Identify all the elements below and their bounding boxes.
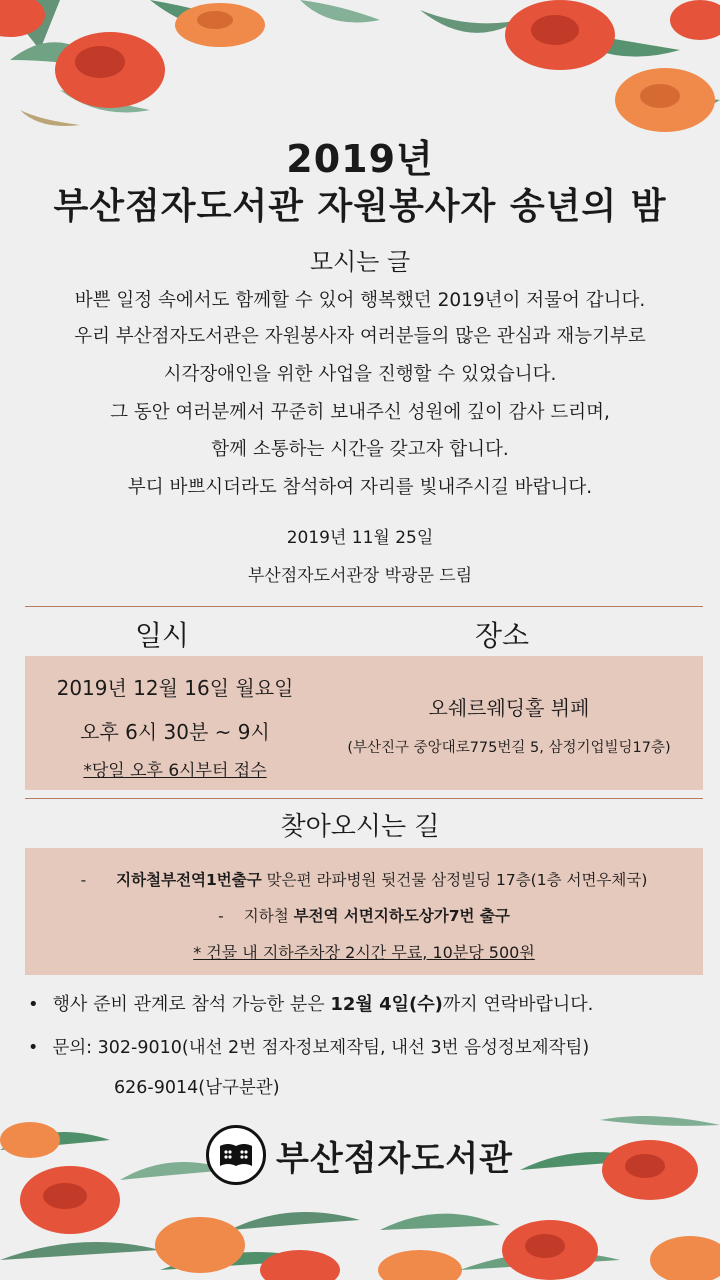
invitation-date: 2019년 11월 25일 bbox=[286, 528, 434, 548]
invitation-heading: 모시는 글 bbox=[309, 248, 411, 276]
invitation-line-1: 바쁜 일정 속에서도 함께할 수 있어 행복했던 2019년이 저물어 갑니다. bbox=[74, 290, 646, 311]
directions-box bbox=[25, 848, 703, 975]
route-description: 맞은편 라파병원 뒷건물 삼정빌딩 17층(1층 서면우체국) bbox=[261, 871, 648, 889]
invitation-line-4: 그 동안 여러분께서 꾸준히 보내주신 성원에 깊이 감사 드리며, bbox=[110, 402, 610, 423]
rsvp-notice bbox=[28, 990, 593, 1016]
flower-shape bbox=[55, 32, 165, 108]
route-prefix: 지하철 bbox=[243, 907, 294, 925]
contact-branch-phone: 626-9014(남구분관) bbox=[114, 1078, 280, 1098]
route-station-exit: 지하철부전역1번출구 bbox=[116, 871, 262, 889]
leaf-shape bbox=[0, 0, 60, 50]
divider bbox=[25, 606, 703, 607]
rsvp-suffix: 까지 연락바랍니다. bbox=[442, 994, 594, 1015]
schedule-venue-box bbox=[25, 656, 703, 790]
floral-border-top bbox=[0, 0, 720, 140]
route-dash: - bbox=[218, 907, 224, 925]
venue-name: 오쉐르웨딩홀 뷔페 bbox=[428, 696, 590, 720]
route-dash: - bbox=[80, 871, 87, 889]
invitation-line-3: 시각장애인을 위한 사업을 진행할 수 있었습니다. bbox=[163, 364, 557, 385]
bullet-icon: • bbox=[28, 1038, 39, 1058]
route-subway-exit-7 bbox=[25, 904, 703, 926]
schedule-time: 오후 6시 30분 ~ 9시 bbox=[80, 720, 270, 744]
contact-label: 문의: bbox=[52, 1038, 98, 1058]
route-subway-exit-1 bbox=[25, 868, 703, 890]
rsvp-text: 행사 준비 관계로 참석 가능한 분은 bbox=[52, 994, 331, 1015]
invitation-line-2: 우리 부산점자도서관은 자원봉사자 여러분들의 많은 관심과 재능기부로 bbox=[74, 326, 646, 347]
venue-label: 장소 bbox=[475, 619, 530, 652]
venue-address: (부산진구 중앙대로775번길 5, 삼정기업빌딩17층) bbox=[347, 740, 671, 756]
book-icon bbox=[206, 1125, 266, 1185]
event-title: 부산점자도서관 자원봉사자 송년의 밤 bbox=[53, 186, 667, 227]
route-underground-exit: 부전역 서면지하도상가7번 출구 bbox=[293, 907, 510, 925]
contact-main-phone: 302-9010(내선 2번 점자정보제작팀, 내선 3번 음성정보제작팀) bbox=[97, 1038, 590, 1058]
invitation-line-6: 부디 바쁘시더라도 참석하여 자리를 빛내주시길 바랍니다. bbox=[127, 477, 593, 498]
schedule-note: *당일 오후 6시부터 접수 bbox=[83, 761, 267, 781]
parking-info: * 건물 내 지하주차장 2시간 무료, 10분당 500원 bbox=[193, 943, 535, 962]
bullet-icon: • bbox=[28, 994, 39, 1015]
schedule-label: 일시 bbox=[135, 619, 190, 652]
divider bbox=[25, 798, 703, 799]
library-logo bbox=[206, 1122, 513, 1188]
directions-heading: 찾아오시는 길 bbox=[280, 812, 440, 842]
library-name: 부산점자도서관 bbox=[276, 1138, 513, 1179]
contact-info bbox=[28, 1034, 589, 1059]
schedule-date: 2019년 12월 16일 월요일 bbox=[56, 676, 294, 700]
invitation-signature: 부산점자도서관장 박광문 드림 bbox=[247, 566, 473, 586]
rsvp-deadline: 12월 4일(수) bbox=[330, 994, 443, 1015]
invitation-line-5: 함께 소통하는 시간을 갖고자 합니다. bbox=[211, 439, 509, 460]
event-year-title: 2019년 bbox=[286, 137, 434, 181]
